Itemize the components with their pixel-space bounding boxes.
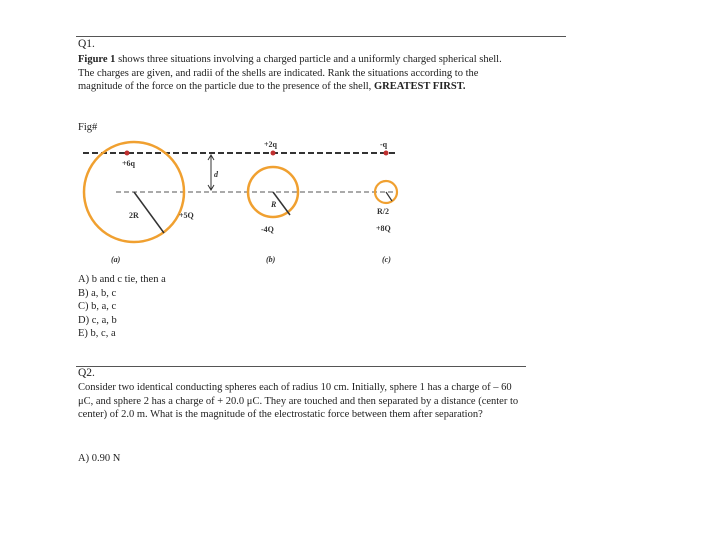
q1-option-b[interactable]: B) a, b, c: [78, 287, 117, 299]
label-radius-c: R/2: [377, 207, 389, 216]
caption-c: (c): [382, 255, 391, 264]
particle-a: [125, 151, 130, 156]
label-particle-c: -q: [380, 140, 388, 149]
label-charge-b: -4Q: [261, 225, 274, 234]
particle-c: [384, 151, 389, 156]
q2-options: [78, 452, 120, 466]
q2-option-a[interactable]: A) 0.90 N: [78, 453, 121, 464]
q2-label: Q2.: [78, 367, 95, 379]
label-particle-a: +6q: [122, 159, 136, 168]
label-distance: d: [214, 170, 218, 179]
radius-c-line: [386, 192, 392, 201]
q1-option-e[interactable]: E) b, c, a: [78, 328, 116, 340]
q1-figure-ref: Figure 1: [78, 54, 116, 65]
q1-figure: [78, 135, 418, 270]
q1-option-d[interactable]: D) c, a, b: [78, 314, 117, 326]
q1-top-rule: [76, 36, 566, 37]
caption-a: (a): [111, 255, 121, 264]
q1-question-text: [78, 53, 518, 94]
q1-emphasis: GREATEST FIRST.: [373, 81, 466, 93]
q1-option-c[interactable]: C) b, a, c: [78, 301, 117, 313]
label-radius-a: 2R: [129, 211, 139, 220]
q2-top-rule: [76, 366, 526, 367]
label-radius-b: R: [271, 200, 277, 209]
label-charge-a: +5Q: [179, 211, 194, 220]
label-charge-c: +8Q: [376, 224, 391, 233]
particle-b: [271, 151, 276, 156]
q1-label: Q1.: [78, 38, 95, 50]
caption-b: (b): [266, 255, 276, 264]
q1-fig-label: Fig#: [78, 122, 98, 133]
q2-question-text: Consider two identical conducting spheres each of radius 10 cm. Initially, sphere 1 has a charge of – 60 μC, and sphere 2 has a charge of + 20.0 μC. They are touched and then separated by a distance (center to center) of 2.0 m. What is the magnitude of the electrostatic force between them after separation?: [78, 382, 519, 421]
label-particle-b: +2q: [264, 140, 278, 149]
q1-options: [78, 273, 166, 341]
q1-question-body: shows three situations involving a charged particle and a uniformly charged spherical shell. The charges are given, and radii of the shells are indicated. Rank the situations according to the magnitude of the force on the particle due to the presence of the shell,: [78, 54, 502, 93]
q1-option-a[interactable]: A) b and c tie, then a: [78, 274, 166, 285]
